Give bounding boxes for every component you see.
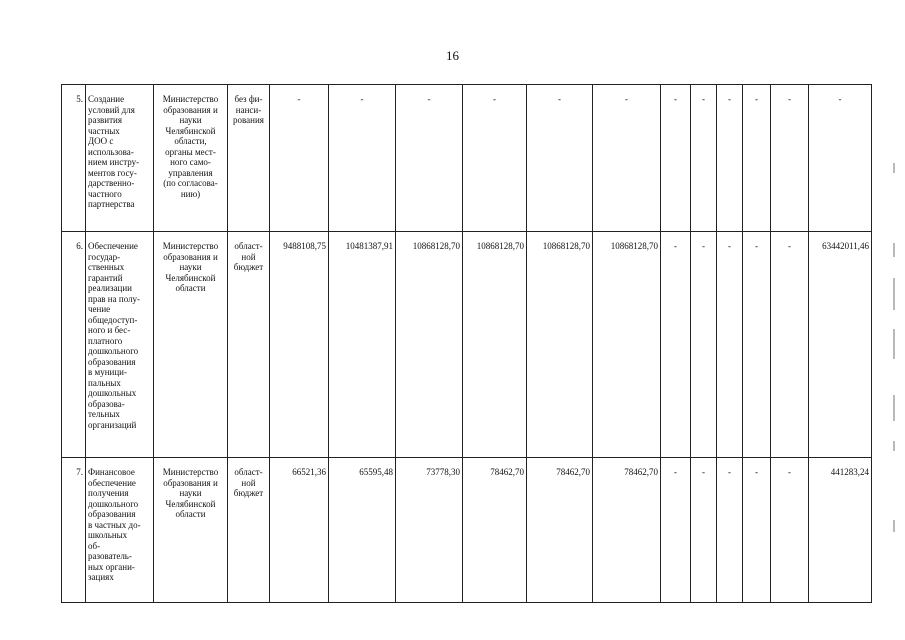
title-line: об- [88,540,101,551]
year-amount-cell: - [743,85,771,232]
responsible-line: Челябинской [165,498,216,509]
title-line: обеспечение [88,477,136,488]
source-line: без фи- [234,94,263,104]
scan-artifact [893,163,895,173]
funding-source [228,232,270,458]
funding-source [228,85,270,232]
title-line: реализации [88,283,132,293]
title-line: пальных [88,377,121,388]
title-line: частных [88,125,120,136]
year-amount-cell: - [661,232,691,458]
source-line: нанси- [235,104,262,115]
title-line: школьных [88,530,128,540]
year-amount-cell: - [329,85,396,232]
year-amount-cell: 10868128,70 [396,232,463,458]
responsible-executor [154,232,228,458]
budget-table [61,84,872,603]
source-line: бюджет [233,488,264,498]
responsible-line: области, [174,136,207,146]
title-line: ственных [88,262,125,272]
year-amount-cell: 10868128,70 [527,232,593,458]
responsible-line: образования и [163,251,218,262]
year-amount-cell: - [396,85,463,232]
title-line: использова- [88,146,134,157]
responsible-line: области [175,509,206,519]
source-line: бюджет [233,262,264,272]
source-line: ной [241,251,256,262]
title-line: ДОО с [88,136,114,146]
responsible-line: науки [179,115,202,125]
title-line: в муници- [88,367,127,377]
title-line: нием инстру- [88,157,140,167]
source-line: област- [234,241,263,251]
year-amount-cell: 10868128,70 [463,232,527,458]
responsible-line: ного само- [170,157,211,167]
title-line: дошкольного [88,346,139,356]
title-line: образования [88,509,136,519]
year-amount-cell: 9488108,75 [270,232,329,458]
row-number: 6. [62,232,86,458]
responsible-line: органы мест- [165,146,216,157]
source-line: ной [241,477,256,488]
table-row [62,232,872,458]
title-line: государ- [88,251,121,262]
year-amount-cell: - [771,85,809,232]
responsible-line: Челябинской [165,272,216,283]
total-amount-cell: 63442011,46 [809,232,872,458]
activity-title [86,458,154,603]
responsible-executor [154,458,228,603]
year-amount-cell: - [771,458,809,603]
year-amount-cell: 10481387,91 [329,232,396,458]
scan-artifact [893,441,895,451]
row-number: 7. [62,458,86,603]
title-line: частного [88,188,122,199]
year-amount-cell: - [717,85,743,232]
title-line: дошкольного [88,498,139,509]
table-row [62,458,872,603]
year-amount-cell: 73778,30 [396,458,463,603]
title-line: партнерства [88,199,135,209]
year-amount-cell: - [691,85,717,232]
responsible-line: Челябинской [165,125,216,136]
title-line: ного и бес- [88,325,131,335]
page-number: 16 [446,48,459,63]
responsible-line: Министерство [162,94,219,104]
table-row [62,85,872,232]
responsible-line: образования и [163,477,218,488]
title-line: общедоступ- [88,314,138,325]
row-number: 5. [62,85,86,232]
year-amount-cell: 66521,36 [270,458,329,603]
title-line: развития [88,115,123,125]
responsible-line: образования и [163,104,218,115]
responsible-line: Министерство [162,467,219,477]
activity-title [86,232,154,458]
year-amount-cell: 78462,70 [593,458,661,603]
table-body [62,85,872,603]
scan-artifact [893,520,895,532]
funding-source [228,458,270,603]
responsible-line: науки [179,262,202,272]
year-amount-cell: - [691,458,717,603]
source-line: рования [233,115,264,125]
responsible-line: науки [179,488,202,498]
title-line: зациях [88,572,114,582]
title-line: дошкольных [88,388,137,398]
responsible-line: управления [168,167,213,178]
responsible-executor [154,85,228,232]
title-line: дарственно- [88,178,135,188]
responsible-line: Министерство [162,241,219,251]
title-line: ментов госу- [88,167,137,178]
source-line: област- [234,467,263,477]
year-amount-cell: - [691,232,717,458]
scan-artifact [893,278,895,310]
title-line: прав на полу- [88,293,141,304]
scan-artifact [893,395,895,421]
title-line: тельных [88,409,120,419]
year-amount-cell: - [661,85,691,232]
year-amount-cell: - [717,232,743,458]
title-line: в частных до- [88,519,141,530]
title-line: образова- [88,398,125,409]
year-amount-cell: - [661,458,691,603]
activity-title [86,85,154,232]
responsible-line: (по согласова- [163,178,218,188]
responsible-line: области [175,283,206,293]
year-amount-cell: - [527,85,593,232]
responsible-line: нию) [180,188,201,199]
year-amount-cell: 65595,48 [329,458,396,603]
title-line: образования [88,356,136,367]
year-amount-cell: - [463,85,527,232]
year-amount-cell: - [270,85,329,232]
title-line: условий для [88,104,135,115]
title-line: ных органи- [88,561,135,572]
title-line: получения [88,488,129,498]
total-amount-cell: 441283,24 [809,458,872,603]
title-line: гарантий [88,272,123,283]
year-amount-cell: - [717,458,743,603]
year-amount-cell: 10868128,70 [593,232,661,458]
scan-artifact [893,243,895,257]
year-amount-cell: 78462,70 [463,458,527,603]
title-line: Обеспечение [88,241,138,251]
total-amount-cell: - [809,85,872,232]
year-amount-cell: - [593,85,661,232]
title-line: Финансовое [88,467,135,477]
title-line: чение [88,304,111,314]
year-amount-cell: - [743,458,771,603]
title-line: организаций [88,419,137,430]
title-line: Создание [88,94,125,104]
year-amount-cell: - [743,232,771,458]
year-amount-cell: - [771,232,809,458]
title-line: платного [88,335,123,346]
title-line: разователь- [88,551,132,561]
year-amount-cell: 78462,70 [527,458,593,603]
scan-artifact [893,329,895,359]
